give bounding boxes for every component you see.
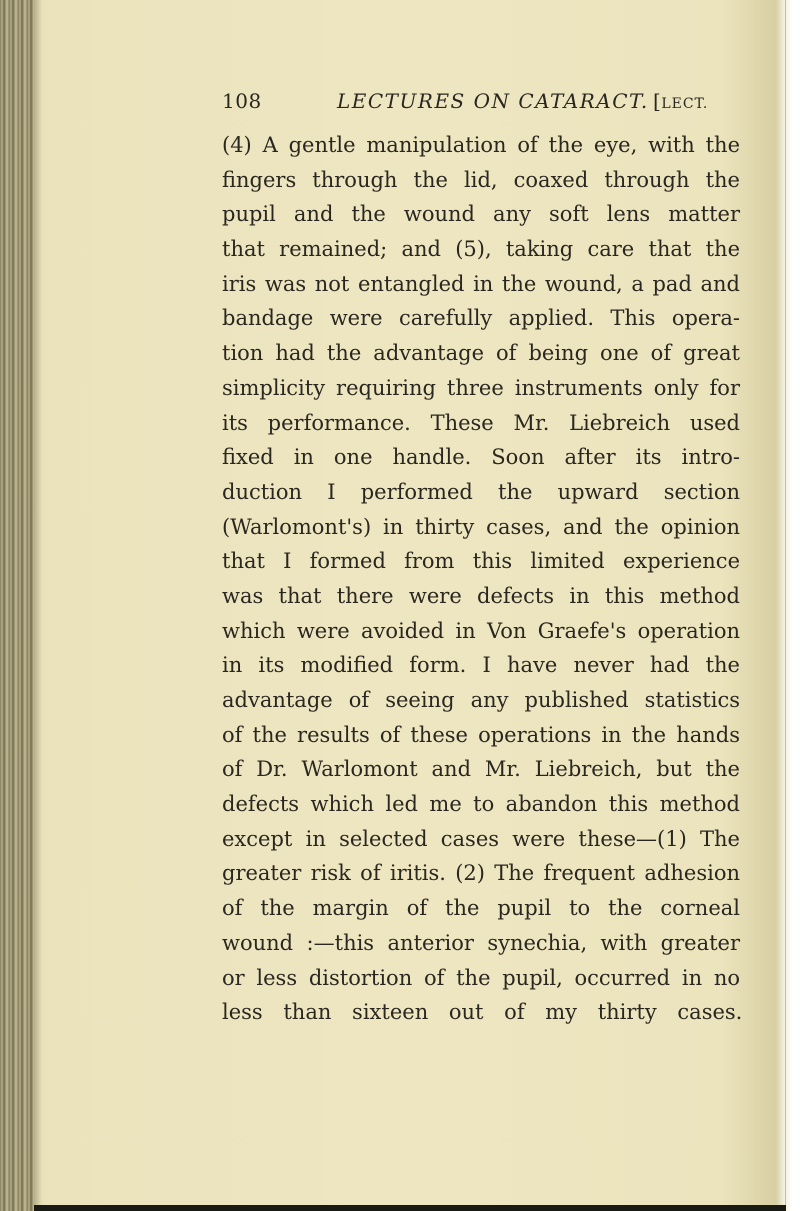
text-line: except in selected cases were these—(1) The xyxy=(222,826,740,851)
text-line: (Warlomont's) in thirty cases, and the opinion xyxy=(222,514,740,539)
book-binding xyxy=(0,0,34,1211)
text-line: of the margin of the pupil to the corneal xyxy=(222,896,740,921)
text-line: fingers through the lid, coaxed through the xyxy=(222,167,740,192)
text-line: pupil and the wound any soft lens matter xyxy=(222,202,740,227)
section-abbrev: LECT. xyxy=(661,96,709,112)
text-line: defects which led me to abandon this method xyxy=(222,792,740,817)
text-line: iris was not entangled in the wound, a pad and xyxy=(222,271,740,296)
text-line: greater risk of iritis. (2) The frequent adhesion xyxy=(222,861,740,886)
section-mark xyxy=(653,89,708,113)
text-line: which were avoided in Von Graefe's operation xyxy=(222,618,740,643)
body-paragraph xyxy=(222,128,743,1030)
text-line: (4) A gentle manipulation of the eye, with the xyxy=(222,133,740,157)
text-line: was that there were defects in this method xyxy=(222,583,740,608)
page-number: 108 xyxy=(222,89,262,113)
page-bottom-edge xyxy=(34,1205,786,1211)
text-line: wound :—this anterior synechia, with greater xyxy=(222,930,740,955)
text-line: of the results of these operations in the hands xyxy=(222,722,740,747)
running-title: LECTURES ON CATARACT. xyxy=(337,89,649,113)
text-line: simplicity requiring three instruments only for xyxy=(222,375,740,400)
text-line: fixed in one handle. Soon after its intro- xyxy=(222,445,740,470)
text-line: less than sixteen out of my thirty cases. xyxy=(222,1000,743,1025)
text-line: or less distortion of the pupil, occurred in no xyxy=(222,965,740,990)
text-line: of Dr. Warlomont and Mr. Liebreich, but the xyxy=(222,757,740,782)
text-line: in its modified form. I have never had the xyxy=(222,653,740,678)
text-line: duction I performed the upward section xyxy=(222,479,740,504)
text-line: its performance. These Mr. Liebreich used xyxy=(222,410,740,435)
text-line: tion had the advantage of being one of great xyxy=(222,341,740,366)
section-bracket: [ xyxy=(653,89,662,113)
running-header xyxy=(222,89,742,117)
page-edge xyxy=(785,0,800,1211)
text-line: advantage of seeing any published statistics xyxy=(222,688,740,712)
text-line: bandage were carefully applied. This opera- xyxy=(222,306,740,331)
text-line: that I formed from this limited experience xyxy=(222,549,740,574)
text-line: that remained; and (5), taking care that the xyxy=(222,237,740,262)
